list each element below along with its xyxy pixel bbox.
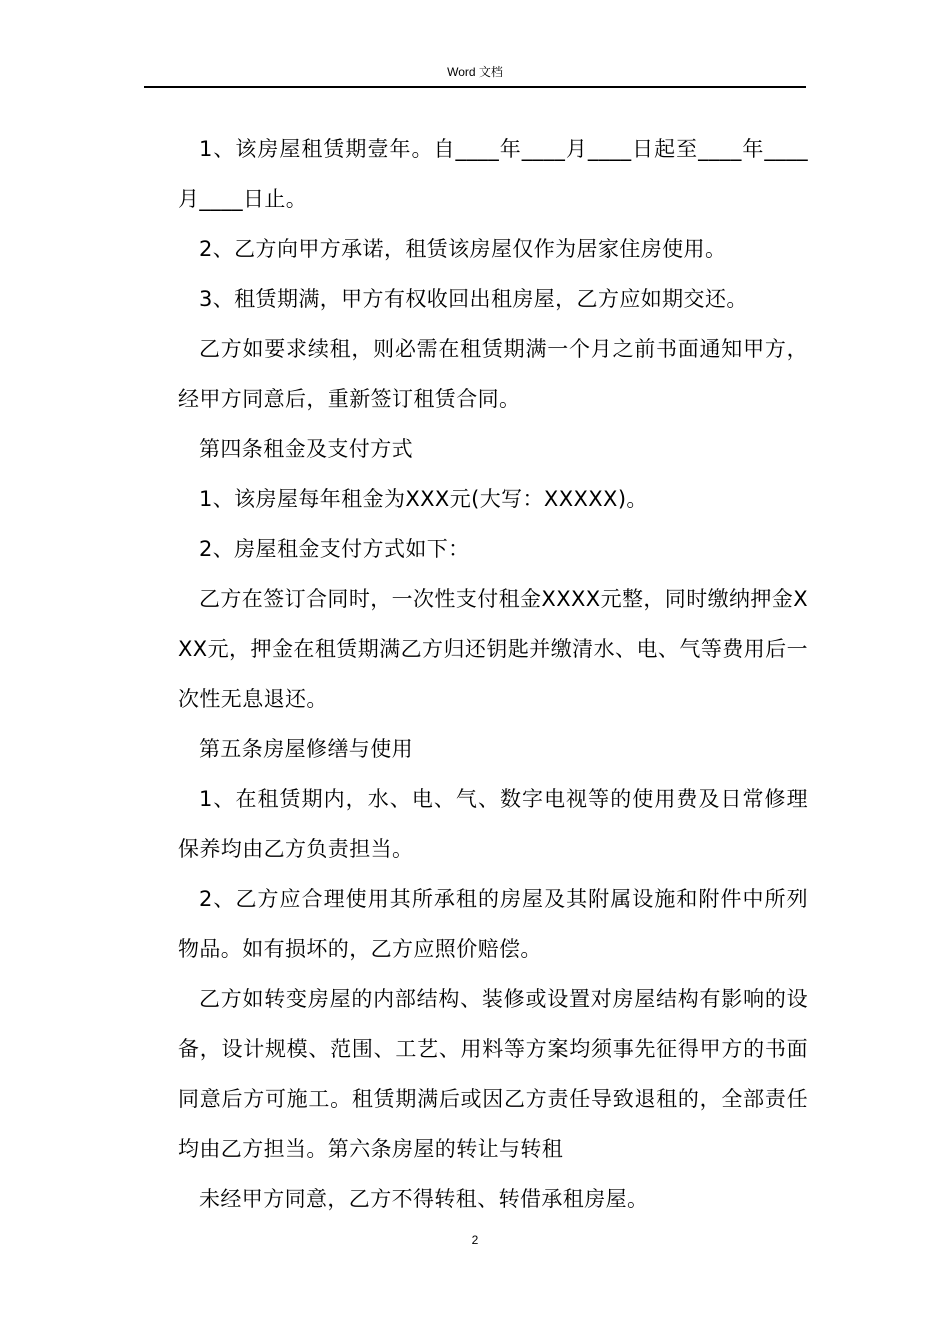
paragraph-deposit: 乙方在签订合同时，一次性支付租金XXXX元整，同时缴纳押金XXX元，押金在租赁期满乙方归还钥匙并缴清水、电、气等费用后一次性无息退还。 [178, 587, 808, 711]
paragraph-payment-method: 2、房屋租金支付方式如下： [199, 537, 470, 561]
document-body [178, 124, 808, 1224]
paragraph-renewal: 乙方如要求续租，则必需在租赁期满一个月之前书面通知甲方，经甲方同意后，重新签订租赁合同。 [178, 337, 808, 411]
paragraph-structural-changes: 乙方如转变房屋的内部结构、装修或设置对房屋结构有影响的设备，设计规模、范围、工艺、用料等方案均须事先征得甲方的书面同意后方可施工。租赁期满后或因乙方责任导致退租的，全部责任均由乙方担当。第六条房屋的转让与转租 [178, 987, 808, 1161]
paragraph-damage: 2、乙方应合理使用其所承租的房屋及其附属设施和附件中所列物品。如有损坏的，乙方应照价赔偿。 [178, 887, 808, 961]
paragraph-sublet: 未经甲方同意，乙方不得转租、转借承租房屋。 [199, 1187, 649, 1211]
paragraph-utilities: 1、在租赁期内，水、电、气、数字电视等的使用费及日常修理保养均由乙方负责担当。 [178, 787, 808, 861]
paragraph-residential-use: 2、乙方向甲方承诺，租赁该房屋仅作为居家住房使用。 [199, 237, 727, 261]
page-number: 2 [471, 1233, 479, 1247]
paragraph-annual-rent: 1、该房屋每年租金为XXX元(大写：XXXXX)。 [199, 487, 648, 511]
header-divider [144, 86, 806, 88]
page-header: Word 文档 [447, 65, 503, 79]
paragraph-lease-expiry: 3、租赁期满，甲方有权收回出租房屋，乙方应如期交还。 [199, 287, 748, 311]
section-heading-rent: 第四条租金及支付方式 [199, 437, 413, 461]
paragraph-lease-term: 1、该房屋租赁期壹年。自____年____月____日起至____年____月____日止。 [178, 137, 808, 211]
section-heading-repair: 第五条房屋修缮与使用 [199, 737, 413, 761]
